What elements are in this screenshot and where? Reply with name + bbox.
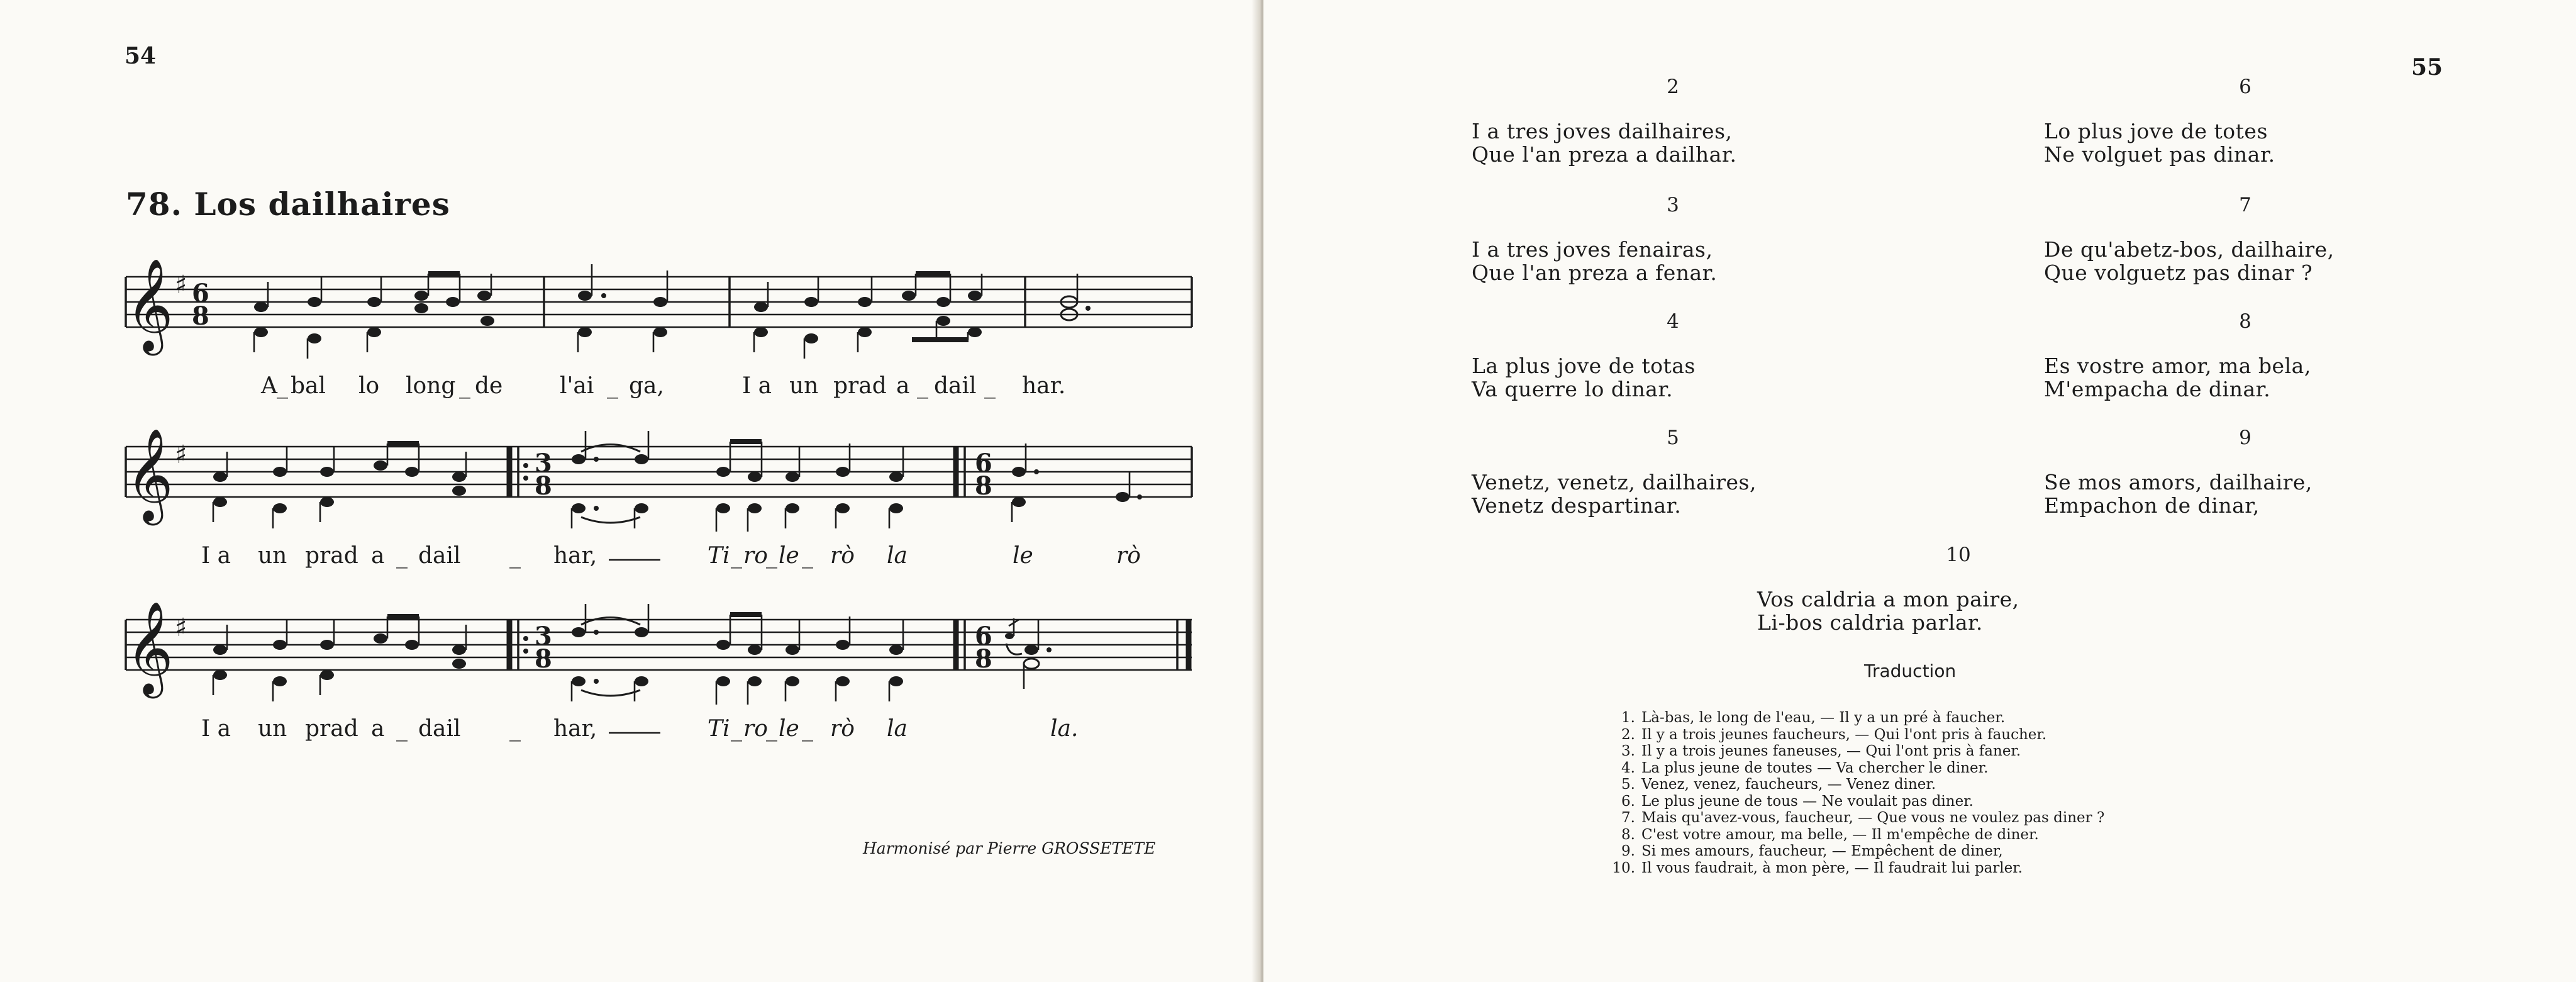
verse-line: De qu'abetz-bos, dailhaire, — [2044, 237, 2334, 262]
lyric-syllable: _ — [766, 543, 777, 569]
lyric-syllable: rò — [830, 543, 855, 569]
lyric-syllable: le — [779, 543, 799, 569]
lyric-syllable: I a — [201, 543, 231, 569]
lyric-syllable: lo — [358, 373, 380, 399]
lyric-syllable: l'ai — [560, 373, 594, 399]
lyric-syllable: rò — [1116, 543, 1141, 569]
verse-line: Lo plus jove de totes — [2044, 119, 2268, 143]
verse-line: La plus jove de totas — [1472, 354, 1696, 378]
lyric-syllable: _ — [731, 716, 742, 742]
translation-item — [1610, 743, 2104, 760]
lyric-syllable: dail — [418, 716, 461, 742]
verse-number: 2 — [1667, 75, 1679, 98]
time-signature-top: 6 — [975, 622, 992, 651]
sharp-icon: ♯ — [175, 613, 187, 642]
translation-item — [1610, 776, 2104, 793]
lyric-syllable: prad — [833, 373, 887, 399]
verse-number: 7 — [2239, 194, 2251, 216]
time-signature-bottom: 8 — [975, 644, 992, 674]
lyric-syllable: le — [1013, 543, 1033, 569]
verse-line: I a tres joves dailhaires, — [1472, 119, 1733, 143]
lyric-syllable: Ti — [708, 716, 730, 742]
translation-number: 3. — [1621, 743, 1635, 759]
lyric-syllable: har. — [1022, 373, 1066, 399]
translation-number: 9. — [1621, 843, 1635, 859]
lyric-syllable: dail — [934, 373, 977, 399]
translation-number: 10. — [1612, 859, 1635, 876]
notes — [1005, 618, 1052, 689]
lyric-syllable: I a — [742, 373, 772, 399]
translation-item — [1610, 760, 2104, 777]
treble-clef-icon: 𝄞 — [126, 601, 174, 695]
verse-number: 5 — [1667, 427, 1679, 449]
time-signature-top: 6 — [192, 279, 209, 308]
translation-text: C'est votre amour, ma belle, — Il m'empêche de diner. — [1641, 826, 2039, 843]
notes — [213, 617, 528, 701]
verse-number: 6 — [2239, 75, 2251, 98]
verse-line: Que l'an preza a fenar. — [1472, 260, 1718, 285]
verse-6 — [2044, 75, 2446, 166]
time-signature-top: 3 — [535, 449, 552, 478]
lyric-syllable: _ — [396, 716, 408, 742]
translation-item — [1610, 860, 2104, 877]
notes — [1012, 444, 1142, 522]
lyric-syllable: rò — [830, 716, 855, 742]
lyric-syllable: _ — [459, 373, 470, 399]
verse-2 — [1472, 75, 1874, 166]
left-page — [0, 0, 1261, 982]
translation-text: Il y a trois jeunes faneuses, — Qui l'ont pris à faner. — [1641, 743, 2021, 759]
lyric-syllable: un — [258, 716, 287, 742]
time-signature-bottom: 8 — [975, 471, 992, 501]
lyrics-line-3 — [201, 716, 1078, 742]
verse-line: Vos caldria a mon paire, — [1757, 587, 2019, 611]
translation-item — [1610, 843, 2104, 860]
notes — [254, 264, 1091, 359]
time-signature-bottom: 8 — [535, 644, 552, 674]
lyric-syllable: _ — [802, 716, 813, 742]
translation-item — [1610, 710, 2104, 727]
translation-number: 1. — [1621, 710, 1635, 726]
song-title: 78. Los dailhaires — [126, 186, 450, 223]
verse-number: 10 — [1946, 544, 1971, 566]
lyric-syllable: har, — [553, 543, 597, 569]
verse-line: Va querre lo dinar. — [1472, 377, 1674, 401]
lyric-syllable: _ — [731, 543, 742, 569]
translation-number: 4. — [1621, 759, 1635, 776]
lyric-syllable: _ — [396, 543, 408, 569]
verse-line: Venetz despartinar. — [1472, 493, 1682, 518]
lyric-syllable: har, — [553, 716, 597, 742]
time-signature-bottom: 8 — [535, 471, 552, 501]
lyric-syllable: A — [261, 373, 277, 399]
translation-text: Mais qu'avez-vous, faucheur, — Que vous ne voulez pas diner ? — [1641, 810, 2105, 826]
harmonization-credit: Harmonisé par Pierre GROSSETETE — [863, 839, 1156, 857]
lyric-syllable: I a — [201, 716, 231, 742]
time-signature-top: 3 — [535, 622, 552, 651]
translation-text: La plus jeune de toutes — Va chercher le diner. — [1641, 759, 1989, 776]
lyric-syllable: _ — [509, 543, 521, 569]
verse-line: Ne volguet pas dinar. — [2044, 142, 2275, 167]
lyric-syllable: _ — [802, 543, 813, 569]
translation-number: 6. — [1621, 793, 1635, 810]
time-signature-bottom: 8 — [192, 301, 209, 331]
verse-number: 9 — [2239, 427, 2251, 449]
translation-text: Il vous faudrait, à mon père, — Il faudrait lui parler. — [1641, 859, 2023, 876]
lyric-syllable: _ — [917, 373, 928, 399]
translation-heading: Traduction — [1864, 661, 1957, 681]
verse-9 — [2044, 427, 2446, 517]
verse-line: Que l'an preza a dailhar. — [1472, 142, 1737, 167]
lyric-syllable: un — [789, 373, 819, 399]
translation-text: Il y a trois jeunes faucheurs, — Qui l'ont pris à faucher. — [1641, 726, 2047, 743]
music-staff-system-1 — [126, 258, 1195, 409]
lyric-syllable: long — [406, 373, 456, 399]
verse-line: Es vostre amor, ma bela, — [2044, 354, 2311, 378]
lyrics-line-1 — [260, 373, 1065, 399]
lyric-syllable: bal — [291, 373, 326, 399]
treble-clef-icon: 𝄞 — [126, 428, 174, 522]
lyric-syllable: a — [896, 373, 910, 399]
lyric-syllable: prad — [305, 543, 358, 569]
verse-line: Li-bos caldria parlar. — [1757, 610, 1983, 635]
verse-8 — [2044, 310, 2446, 401]
translation-item — [1610, 793, 2104, 810]
verse-line: Venetz, venetz, dailhaires, — [1472, 470, 1757, 494]
verse-3 — [1472, 194, 1874, 284]
lyrics-line-2 — [201, 543, 1141, 569]
verse-line: Que volguetz pas dinar ? — [2044, 260, 2313, 285]
verse-line: M'empacha de dinar. — [2044, 377, 2271, 401]
translation-text: Si mes amours, faucheur, — Empêchent de diner, — [1641, 843, 2003, 859]
lyric-syllable: ro — [743, 716, 768, 742]
page-number: 54 — [125, 43, 157, 69]
translation-number: 7. — [1621, 810, 1635, 826]
translation-number: 5. — [1621, 776, 1635, 793]
verse-10 — [1757, 544, 2160, 634]
lyric-syllable: _ — [984, 373, 996, 399]
treble-clef-icon: 𝄞 — [126, 258, 174, 352]
verse-line: Se mos amors, dailhaire, — [2044, 470, 2312, 494]
translation-number: 2. — [1621, 726, 1635, 743]
translation-text: Le plus jeune de tous — Ne voulait pas diner. — [1641, 793, 1974, 810]
lyric-syllable: un — [258, 543, 287, 569]
lyric-syllable: dail — [418, 543, 461, 569]
translation-item — [1610, 827, 2104, 844]
lyric-syllable: _ — [607, 373, 618, 399]
lyric-syllable: la. — [1050, 716, 1079, 742]
page-number: 55 — [2411, 54, 2443, 81]
lyric-syllable: Ti — [708, 543, 730, 569]
time-signature-top: 6 — [975, 449, 992, 478]
lyric-syllable: a — [371, 543, 385, 569]
lyric-syllable: prad — [305, 716, 358, 742]
translation-item — [1610, 727, 2104, 744]
translation-text: Venez, venez, faucheurs, — Venez diner. — [1641, 776, 1936, 793]
sharp-icon: ♯ — [175, 271, 187, 299]
lyric-syllable: le — [779, 716, 799, 742]
lyric-syllable: ga, — [629, 373, 664, 399]
translation-item — [1610, 810, 2104, 827]
translation-list — [1610, 710, 2104, 876]
lyric-syllable: la — [887, 716, 908, 742]
lyric-syllable: _ — [277, 373, 288, 399]
notes — [213, 444, 528, 528]
verse-line: Empachon de dinar, — [2044, 493, 2260, 518]
music-staff-system-3 — [126, 601, 1195, 752]
lyric-syllable: de — [475, 373, 503, 399]
verse-line: I a tres joves fenairas, — [1472, 237, 1713, 262]
music-staff-system-2 — [126, 428, 1195, 579]
lyric-syllable: la — [887, 543, 908, 569]
lyric-syllable: ro — [743, 543, 768, 569]
verse-number: 3 — [1667, 194, 1679, 216]
lyric-syllable: a — [371, 716, 385, 742]
translation-number: 8. — [1621, 826, 1635, 843]
verse-7 — [2044, 194, 2446, 284]
verse-4 — [1472, 310, 1874, 401]
verse-number: 4 — [1667, 310, 1679, 333]
lyric-syllable: _ — [509, 716, 521, 742]
sharp-icon: ♯ — [175, 440, 187, 469]
lyric-syllable: _ — [766, 716, 777, 742]
verse-5 — [1472, 427, 1874, 517]
verse-number: 8 — [2239, 310, 2251, 333]
translation-text: Là-bas, le long de l'eau, — Il y a un pré à faucher. — [1641, 710, 2006, 726]
